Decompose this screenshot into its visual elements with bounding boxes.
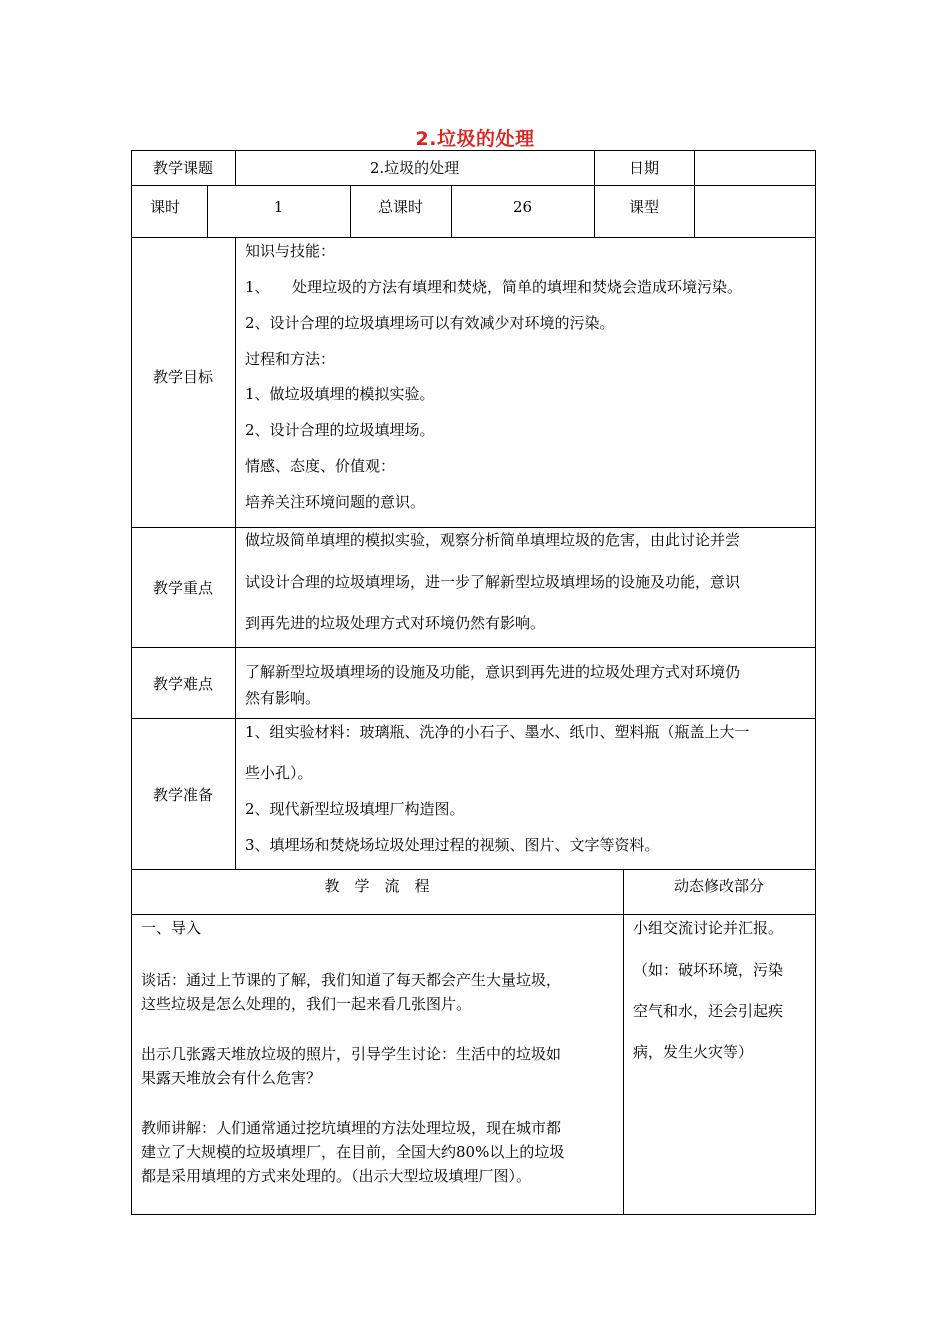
cell-divider bbox=[694, 150, 695, 185]
table-divider bbox=[131, 718, 816, 719]
preparation-label: 教学准备 bbox=[152, 786, 213, 804]
cell-divider bbox=[694, 185, 695, 237]
table-divider bbox=[131, 869, 816, 870]
goals-line: 2、设计合理的垃圾填埋场。 bbox=[245, 421, 435, 439]
key-points-line: 做垃圾简单填埋的模拟实验，观察分析简单填埋垃圾的危害，由此讨论并尝 bbox=[245, 531, 741, 549]
goals-line: 2、设计合理的垃圾填埋场可以有效减少对环境的污染。 bbox=[245, 314, 615, 332]
cell-divider bbox=[235, 237, 236, 869]
goals-line: 知识与技能： bbox=[245, 242, 336, 260]
notes-line: 小组交流讨论并汇报。 bbox=[633, 919, 784, 937]
preparation-line: 些小孔）。 bbox=[245, 764, 313, 782]
notes-line: 空气和水，还会引起疾 bbox=[633, 1002, 784, 1020]
total-hours-label: 总课时 bbox=[377, 198, 423, 216]
flow-paragraph-line: 教师讲解：人们通常通过挖坑填埋的方法处理垃圾，现在城市都 bbox=[141, 1119, 562, 1137]
type-label: 课型 bbox=[628, 198, 659, 216]
flow-section-title: 一、导入 bbox=[141, 919, 202, 937]
preparation-line: 3、填埋场和焚烧场垃圾处理过程的视频、图片、文字等资料。 bbox=[245, 836, 660, 854]
flow-paragraph-line: 这些垃圾是怎么处理的，我们一起来看几张图片。 bbox=[141, 995, 472, 1013]
flow-header-left: 教 学 流 程 bbox=[324, 877, 430, 895]
flow-paragraph-line: 果露天堆放会有什么危害？ bbox=[141, 1069, 322, 1087]
topic-label: 教学课题 bbox=[152, 159, 213, 177]
notes-line: （如：破坏环境，污染 bbox=[633, 961, 784, 979]
preparation-line: 2、现代新型垃圾填埋厂构造图。 bbox=[245, 800, 465, 818]
topic-value: 2.垃圾的处理 bbox=[369, 159, 460, 177]
goals-line: 培养关注环境问题的意识。 bbox=[245, 493, 426, 511]
page-title: 2.垃圾的处理 bbox=[415, 128, 535, 150]
hours-value: 1 bbox=[273, 198, 284, 216]
table-divider bbox=[131, 185, 816, 186]
table-divider bbox=[131, 914, 816, 915]
cell-divider bbox=[623, 869, 624, 1214]
flow-paragraph-line: 出示几张露天堆放垃圾的照片，引导学生讨论：生活中的垃圾如 bbox=[141, 1045, 562, 1063]
date-label: 日期 bbox=[628, 159, 659, 177]
preparation-line: 1、组实验材料：玻璃瓶、洗净的小石子、墨水、纸巾、塑料瓶（瓶盖上大一 bbox=[245, 723, 750, 741]
hours-label: 课时 bbox=[150, 198, 181, 216]
table-border-bottom bbox=[131, 1214, 816, 1215]
table-divider bbox=[131, 237, 816, 238]
table-divider bbox=[131, 647, 816, 648]
difficulties-line: 了解新型垃圾填埋场的设施及功能，意识到再先进的垃圾处理方式对环境仍 bbox=[245, 663, 741, 681]
flow-paragraph-line: 都是采用填埋的方式来处理的。（出示大型垃圾填埋厂图）。 bbox=[141, 1167, 532, 1185]
key-points-line: 试设计合理的垃圾填埋场，进一步了解新型垃圾填埋场的设施及功能，意识 bbox=[245, 573, 741, 591]
difficulties-label: 教学难点 bbox=[152, 675, 213, 693]
goals-line: 1、做垃圾填埋的模拟实验。 bbox=[245, 385, 435, 403]
notes-line: 病，发生火灾等） bbox=[633, 1043, 754, 1061]
flow-paragraph-line: 建立了大规模的垃圾填埋厂，在目前，全国大约80%以上的垃圾 bbox=[141, 1143, 565, 1161]
goals-line: 过程和方法： bbox=[245, 350, 336, 368]
difficulties-line: 然有影响。 bbox=[245, 689, 321, 707]
flow-paragraph-line: 谈话：通过上节课的了解，我们知道了每天都会产生大量垃圾， bbox=[141, 971, 562, 989]
goals-label: 教学目标 bbox=[152, 368, 213, 386]
flow-header-right: 动态修改部分 bbox=[673, 877, 764, 895]
table-border-right bbox=[815, 150, 816, 1215]
goals-line: 1、 处理垃圾的方法有填埋和焚烧，简单的填埋和焚烧会造成环境污染。 bbox=[245, 278, 743, 296]
key-points-label: 教学重点 bbox=[152, 579, 213, 597]
total-hours-value: 26 bbox=[512, 198, 533, 216]
table-border-top bbox=[131, 150, 816, 151]
table-divider bbox=[131, 527, 816, 528]
key-points-line: 到再先进的垃圾处理方式对环境仍然有影响。 bbox=[245, 614, 546, 632]
goals-line: 情感、态度、价值观： bbox=[245, 457, 396, 475]
